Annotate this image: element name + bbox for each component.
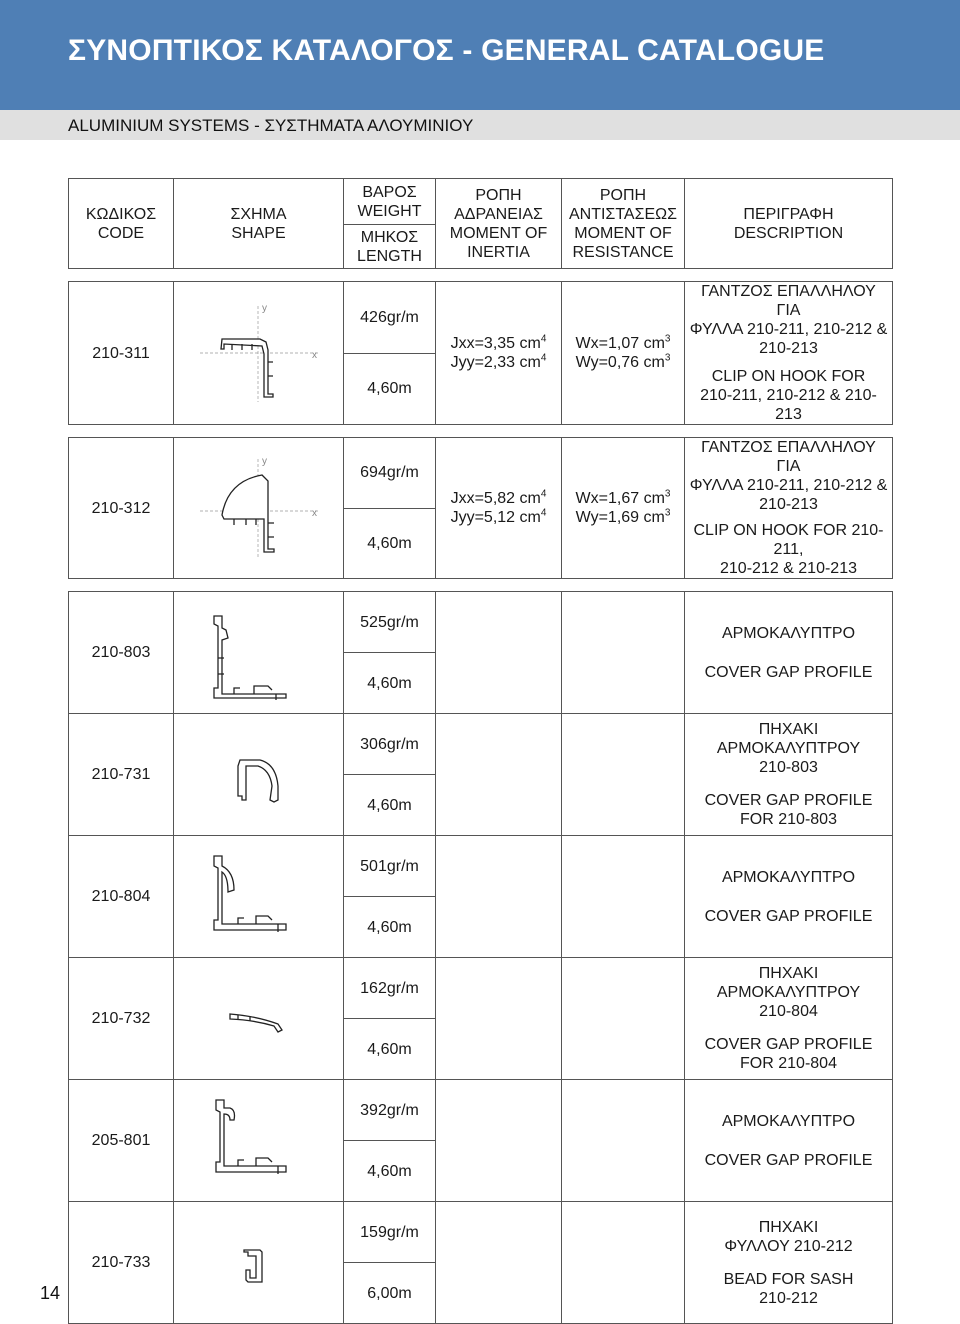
unit-exponent: 3 bbox=[664, 333, 671, 345]
catalogue-table bbox=[68, 178, 893, 1324]
cover-gap-profile-icon bbox=[194, 598, 324, 708]
cover-gap-profile-icon bbox=[194, 1086, 324, 1196]
weight-cell: 525gr/m bbox=[344, 592, 436, 653]
code-cell: 210-731 bbox=[69, 714, 174, 836]
header-inertia-2: ΑΔΡΑΝΕΙΑΣ bbox=[454, 205, 543, 223]
table-row bbox=[69, 592, 893, 653]
header-code-gr: ΚΩΔΙΚΟΣ bbox=[85, 205, 157, 223]
page-subtitle: ALUMINIUM SYSTEMS - ΣΥΣΤΗΜΑΤΑ ΑΛΟΥΜΙΝΙΟΥ bbox=[68, 116, 474, 135]
wy-value: Wy=0,76 cm bbox=[575, 354, 665, 371]
header-resistance-4: RESISTANCE bbox=[572, 243, 674, 261]
jxx-value: Jxx=3,35 cm bbox=[450, 335, 541, 352]
weight-cell: 392gr/m bbox=[344, 1080, 436, 1141]
desc-line: ΦΥΛΛΟΥ 210-212 bbox=[724, 1237, 853, 1255]
length-cell: 4,60m bbox=[344, 508, 436, 579]
desc-line: COVER GAP PROFILE bbox=[704, 663, 873, 681]
cover-gap-profile-icon bbox=[194, 842, 324, 952]
desc-line: CLIP ON HOOK FOR bbox=[711, 368, 866, 385]
inertia-cell bbox=[436, 1202, 562, 1324]
description-cell bbox=[685, 438, 893, 579]
x-axis-label: x bbox=[311, 508, 317, 519]
table-row bbox=[69, 958, 893, 1019]
unit-exponent: 4 bbox=[540, 333, 547, 345]
spacer-row bbox=[69, 269, 893, 282]
curved-bead-icon bbox=[194, 964, 324, 1074]
unit-exponent: 3 bbox=[664, 507, 671, 519]
desc-line: COVER GAP PROFILE bbox=[704, 792, 873, 809]
header-length bbox=[344, 225, 435, 268]
inertia-cell bbox=[436, 836, 562, 958]
desc-line: 210-213 bbox=[759, 340, 818, 357]
jxx-value: Jxx=5,82 cm bbox=[450, 490, 541, 507]
length-cell: 4,60m bbox=[344, 1141, 436, 1202]
y-axis-label: y bbox=[261, 303, 267, 314]
weight-cell: 501gr/m bbox=[344, 836, 436, 897]
clip-hook-profile-icon bbox=[194, 298, 324, 408]
description-cell bbox=[685, 1080, 893, 1202]
desc-line: ΑΡΜΟΚΑΛΥΠΤΡΟΥ bbox=[716, 740, 861, 757]
header-resistance-3: MOMENT OF bbox=[574, 224, 672, 242]
desc-line: 210-803 bbox=[759, 759, 818, 776]
header-length-gr: ΜΗΚΟΣ bbox=[360, 229, 419, 246]
header-shape-gr: ΣΧΗΜΑ bbox=[230, 205, 287, 223]
x-axis-label: x bbox=[311, 350, 317, 361]
description-cell bbox=[685, 1202, 893, 1324]
jyy-value: Jyy=5,12 cm bbox=[450, 509, 541, 526]
length-cell: 4,60m bbox=[344, 353, 436, 425]
wx-value: Wx=1,67 cm bbox=[575, 490, 665, 507]
desc-line: COVER GAP PROFILE bbox=[704, 907, 873, 925]
unit-exponent: 3 bbox=[664, 488, 671, 500]
weight-cell: 426gr/m bbox=[344, 282, 436, 354]
weight-cell: 306gr/m bbox=[344, 714, 436, 775]
desc-line: ΓΑΝΤΖΟΣ ΕΠΑΛΛΗΛΟΥ ΓΙΑ bbox=[701, 439, 876, 475]
desc-line: FOR 210-803 bbox=[740, 811, 837, 828]
jyy-value: Jyy=2,33 cm bbox=[450, 354, 541, 371]
header-inertia-3: MOMENT OF bbox=[449, 224, 548, 242]
inertia-cell bbox=[436, 592, 562, 714]
shape-cell bbox=[174, 1202, 344, 1324]
inertia-cell bbox=[436, 1080, 562, 1202]
resistance-cell bbox=[562, 1080, 685, 1202]
length-cell: 4,60m bbox=[344, 775, 436, 836]
desc-line: ΑΡΜΟΚΑΛΥΠΤΡΟ bbox=[721, 1112, 856, 1130]
code-cell: 210-732 bbox=[69, 958, 174, 1080]
header-weight-length bbox=[344, 179, 436, 269]
desc-line: COVER GAP PROFILE bbox=[704, 1036, 873, 1053]
code-cell: 210-803 bbox=[69, 592, 174, 714]
resistance-cell bbox=[562, 958, 685, 1080]
desc-line: 210-212 & 210-213 bbox=[720, 560, 857, 577]
length-cell: 4,60m bbox=[344, 653, 436, 714]
table-row bbox=[69, 1202, 893, 1263]
weight-cell: 159gr/m bbox=[344, 1202, 436, 1263]
header-length-en: LENGTH bbox=[357, 248, 422, 265]
header-description bbox=[685, 179, 893, 269]
desc-line: BEAD FOR SASH bbox=[723, 1270, 854, 1288]
resistance-cell bbox=[562, 714, 685, 836]
inertia-cell bbox=[436, 714, 562, 836]
y-axis-label: y bbox=[261, 456, 267, 467]
header-shape-en: SHAPE bbox=[231, 224, 286, 242]
table-row bbox=[69, 836, 893, 897]
length-cell: 6,00m bbox=[344, 1263, 436, 1324]
desc-line: 210-804 bbox=[759, 1003, 818, 1020]
description-cell bbox=[685, 714, 893, 836]
page-number: 14 bbox=[40, 1283, 61, 1303]
header-inertia-4: INERTIA bbox=[467, 243, 530, 261]
header-resistance-2: ΑΝΤΙΣΤΑΣΕΩΣ bbox=[568, 205, 677, 223]
unit-exponent: 4 bbox=[540, 352, 547, 364]
table-row bbox=[69, 714, 893, 775]
table-header-row bbox=[69, 179, 893, 269]
desc-line: 210-213 bbox=[759, 496, 818, 513]
desc-line: CLIP ON HOOK FOR 210-211, bbox=[693, 522, 884, 558]
desc-line: FOR 210-804 bbox=[740, 1055, 837, 1072]
header-banner bbox=[0, 0, 960, 110]
table-row bbox=[69, 282, 893, 354]
resistance-cell bbox=[562, 438, 685, 579]
shape-cell bbox=[174, 714, 344, 836]
shape-cell bbox=[174, 438, 344, 579]
code-cell: 210-733 bbox=[69, 1202, 174, 1324]
table-row bbox=[69, 1080, 893, 1141]
wx-value: Wx=1,07 cm bbox=[575, 335, 665, 352]
header-weight bbox=[344, 179, 435, 225]
subheader-bar bbox=[0, 110, 960, 140]
code-cell: 205-801 bbox=[69, 1080, 174, 1202]
header-resistance-1: ΡΟΠΗ bbox=[599, 186, 647, 204]
description-cell bbox=[685, 958, 893, 1080]
code-cell: 210-311 bbox=[69, 282, 174, 425]
inertia-cell bbox=[436, 438, 562, 579]
desc-line: 210-212 bbox=[759, 1289, 818, 1307]
header-description-en: DESCRIPTION bbox=[733, 224, 844, 242]
shape-cell bbox=[174, 592, 344, 714]
table-row bbox=[69, 438, 893, 509]
code-cell: 210-312 bbox=[69, 438, 174, 579]
desc-line: ΠΗΧΑΚΙ bbox=[758, 1218, 819, 1236]
inertia-cell bbox=[436, 282, 562, 425]
desc-line: ΠΗΧΑΚΙ bbox=[758, 965, 819, 982]
desc-line: ΓΑΝΤΖΟΣ ΕΠΑΛΛΗΛΟΥ ΓΙΑ bbox=[701, 283, 876, 319]
resistance-cell bbox=[562, 1202, 685, 1324]
shape-cell bbox=[174, 836, 344, 958]
weight-cell: 162gr/m bbox=[344, 958, 436, 1019]
desc-line: COVER GAP PROFILE bbox=[704, 1151, 873, 1169]
wy-value: Wy=1,69 cm bbox=[575, 509, 665, 526]
header-weight-en: WEIGHT bbox=[357, 203, 422, 220]
description-cell bbox=[685, 836, 893, 958]
resistance-cell bbox=[562, 282, 685, 425]
desc-line: 210-211, 210-212 & 210-213 bbox=[700, 387, 877, 423]
cover-gap-bead-icon bbox=[194, 720, 324, 830]
header-inertia bbox=[436, 179, 562, 269]
desc-line: ΦΥΛΛΑ 210-211, 210-212 & bbox=[689, 477, 888, 494]
desc-line: ΑΡΜΟΚΑΛΥΠΤΡΟΥ bbox=[716, 984, 861, 1001]
weight-cell: 694gr/m bbox=[344, 438, 436, 509]
desc-line: ΠΗΧΑΚΙ bbox=[758, 721, 819, 738]
shape-cell bbox=[174, 282, 344, 425]
desc-line: ΦΥΛΛΑ 210-211, 210-212 & bbox=[689, 321, 888, 338]
description-cell bbox=[685, 282, 893, 425]
header-weight-gr: ΒΑΡΟΣ bbox=[362, 184, 417, 201]
header-code bbox=[69, 179, 174, 269]
header-code-en: CODE bbox=[97, 224, 145, 242]
length-cell: 4,60m bbox=[344, 1019, 436, 1080]
spacer-row bbox=[69, 579, 893, 592]
inertia-cell bbox=[436, 958, 562, 1080]
unit-exponent: 4 bbox=[540, 507, 547, 519]
curved-clip-hook-profile-icon bbox=[194, 453, 324, 563]
code-cell: 210-804 bbox=[69, 836, 174, 958]
resistance-cell bbox=[562, 592, 685, 714]
page-title: ΣΥΝΟΠΤΙΚΟΣ ΚΑΤΑΛΟΓΟΣ - GENERAL CATALOGUE bbox=[68, 34, 825, 67]
desc-line: ΑΡΜΟΚΑΛΥΠΤΡΟ bbox=[721, 624, 856, 642]
length-cell: 4,60m bbox=[344, 897, 436, 958]
description-cell bbox=[685, 592, 893, 714]
unit-exponent: 4 bbox=[540, 488, 547, 500]
header-description-gr: ΠΕΡΙΓΡΑΦΗ bbox=[743, 205, 834, 223]
shape-cell bbox=[174, 958, 344, 1080]
header-inertia-1: ΡΟΠΗ bbox=[475, 186, 522, 204]
shape-cell bbox=[174, 1080, 344, 1202]
header-shape bbox=[174, 179, 344, 269]
sash-bead-icon bbox=[194, 1208, 324, 1318]
header-resistance bbox=[562, 179, 685, 269]
desc-line: ΑΡΜΟΚΑΛΥΠΤΡΟ bbox=[721, 868, 856, 886]
unit-exponent: 3 bbox=[664, 352, 671, 364]
resistance-cell bbox=[562, 836, 685, 958]
spacer-row bbox=[69, 425, 893, 438]
